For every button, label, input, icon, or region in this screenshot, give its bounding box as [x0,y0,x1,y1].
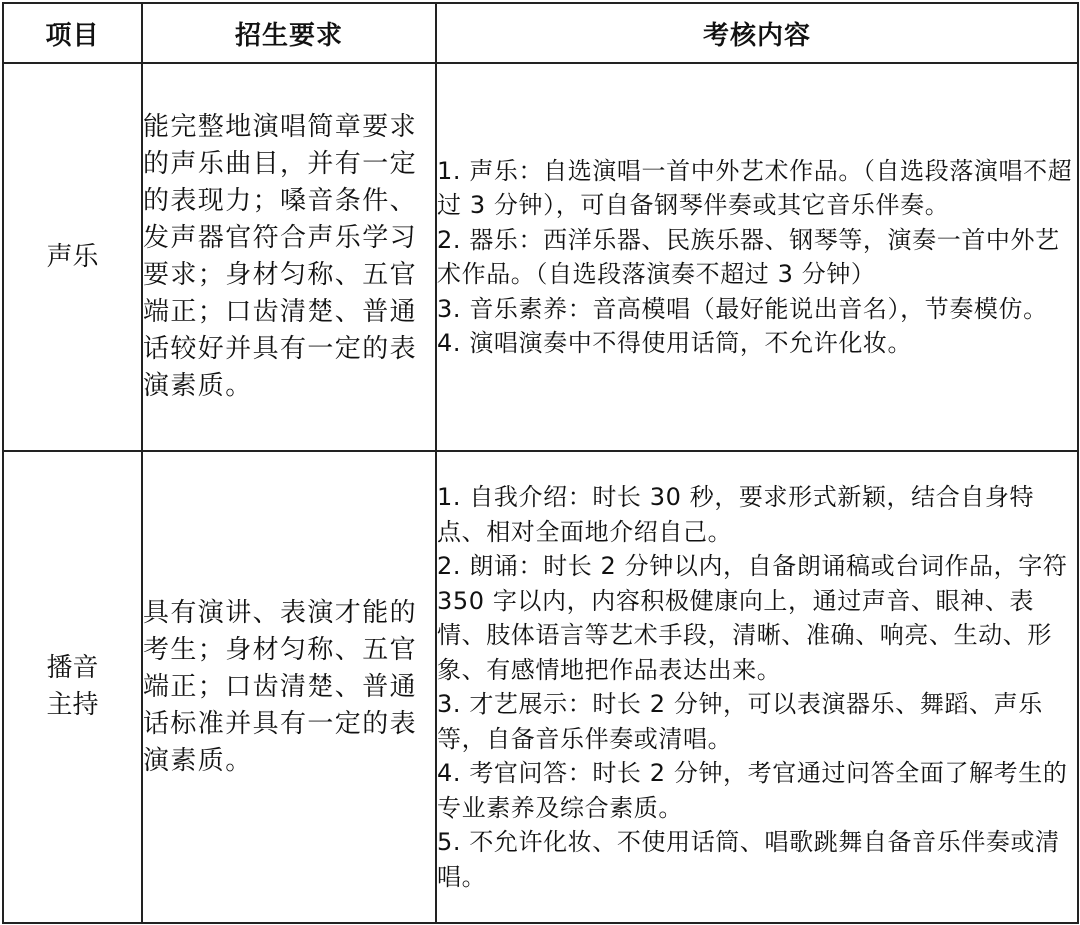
content-cell-vocal [436,63,1078,451]
content-item: 3. 才艺展示：时长 2 分钟，可以表演器乐、舞蹈、声乐等，自备音乐伴奏或清唱。 [437,690,1043,753]
content-item: 2. 器乐：西洋乐器、民族乐器、钢琴等，演奏一首中外艺术作品。（自选段落演奏不超过 3 分钟） [437,225,1060,288]
item-cell-broadcasting [3,451,142,923]
item-label-broadcasting-line2: 主持 [46,690,99,720]
requirements-cell-vocal: 能完整地演唱简章要求的声乐曲目，并有一定的表现力；嗓音条件、发声器官符合声乐学习要求；身材匀称、五官端正；口齿清楚、普通话较好并具有一定的表演素质。 [142,63,436,451]
content-item: 1. 自我介绍：时长 30 秒，要求形式新颖，结合自身特点、相对全面地介绍自己。 [437,483,1035,546]
header-item: 项目 [3,3,142,63]
admission-table [2,2,1079,924]
content-item: 2. 朗诵：时长 2 分钟以内，自备朗诵稿或台词作品，字符 350 字以内，内容积极健康向上，通过声音、眼神、表情、肢体语言等艺术手段，清晰、准确、响亮、生动、形象、有感情地把作品表达出来。 [437,552,1068,684]
content-item: 1. 声乐：自选演唱一首中外艺术作品。（自选段落演唱不超过 3 分钟），可自备钢琴伴奏或其它音乐伴奏。 [437,156,1073,219]
content-item: 5. 不允许化妆、不使用话筒、唱歌跳舞自备音乐伴奏或清唱。 [437,828,1060,891]
content-item: 4. 演唱演奏中不得使用话筒，不允许化妆。 [437,329,913,357]
content-item: 3. 音乐素养：音高模唱（最好能说出音名），节奏模仿。 [437,294,1048,323]
item-label-broadcasting-line1: 播音 [46,653,99,683]
header-content: 考核内容 [436,3,1078,63]
table-row-vocal [3,63,1078,451]
table-row-broadcasting [3,451,1078,923]
item-cell-vocal [3,63,142,451]
content-cell-broadcasting [436,451,1078,923]
content-item: 4. 考官问答：时长 2 分钟，考官通过问答全面了解考生的专业素养及综合素质。 [437,759,1068,822]
requirements-cell-broadcasting: 具有演讲、表演才能的考生；身材匀称、五官端正；口齿清楚、普通话标准并具有一定的表演素质。 [142,451,436,923]
header-requirements: 招生要求 [142,3,436,63]
item-label-vocal: 声乐 [46,241,99,272]
table-header-row [3,3,1078,63]
